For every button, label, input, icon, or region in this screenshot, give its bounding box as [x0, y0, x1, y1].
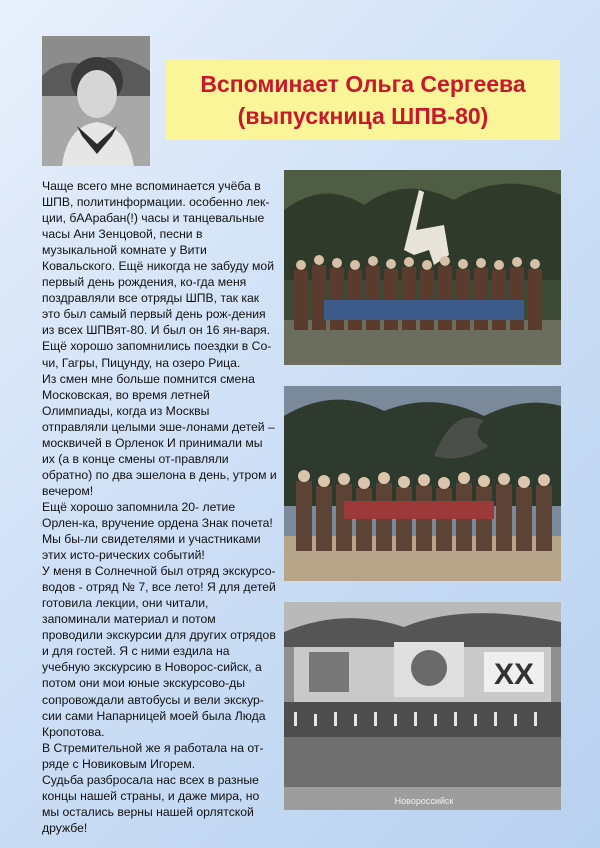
- memoir-text: [42, 178, 277, 836]
- group-photo-deer-statue: [284, 170, 561, 365]
- paragraph: Ещё хорошо запомнила 20- летие Орлен-ка, вручение ордена Знак почета! Мы бы-ли свидетелями и участниками этих исто-рических событий!: [42, 499, 273, 563]
- paragraph: У меня в Солнечной был отряд экскурсо-водов - отряд № 7, все лето! Я для детей готовила лекции, они читали, запоминали материал и потом проводили экскурсии для других отрядов и для гостей. Я с ними ездила на учебную экскурсию в Новорос-сийск, а потом они мои юные экскурсово-ды сопровождали автобусы и вели экскур-сии сами Напарницей моей была Люда Кропотова.: [42, 564, 276, 739]
- xx-anniversary-banner: XX: [493, 658, 535, 691]
- paragraph: Чаще всего мне вспоминается учёба в ШПВ, политинформации. особенно лек-ции, бААрабан(!) часы и танцевальные часы Ани Зенцовой, песни в музыкальной комнате у Вити Ковальского. Ещё никогда не забуду мой первый день рождения, ко-гда меня поздравляли все отряды ШПВ, так как это был самый первый день рож-дения из всех ШПВят-80. И был он 16 ян-варя.: [42, 179, 275, 338]
- author-portrait-photo: [42, 36, 150, 166]
- paragraph: Судьба разбросала нас всех в разные концы нашей страны, и даже мира, но мы остались верны нашей орлятской дружбе!: [42, 772, 260, 835]
- title-line-subtitle: (выпускница ШПВ-80): [237, 103, 489, 129]
- photo-caption: Новороссийск: [394, 796, 454, 806]
- stadium-ceremony-photo: [284, 602, 561, 810]
- paragraph: Ещё хорошо запомнились поездки в Со-чи, Гагры, Пицунду, на озеро Рица.: [42, 339, 272, 370]
- paragraph: В Стремительной же я работала на от-ряде с Новиковым Игорем.: [42, 740, 264, 771]
- paragraph: Из смен мне больше помнится смена Московская, во время летней Олимпиады, когда из Москвы отправляли целыми эше-лонами детей – москвичей в Орленок И принимали мы их (а в конце смены от-правляли обратно) по два эшелона в день, утром и вечером!: [42, 371, 277, 498]
- title-line-author: Вспоминает Ольга Сергеева: [200, 71, 526, 97]
- group-photo-eagle-monument: [284, 386, 561, 581]
- title-banner: [166, 60, 560, 140]
